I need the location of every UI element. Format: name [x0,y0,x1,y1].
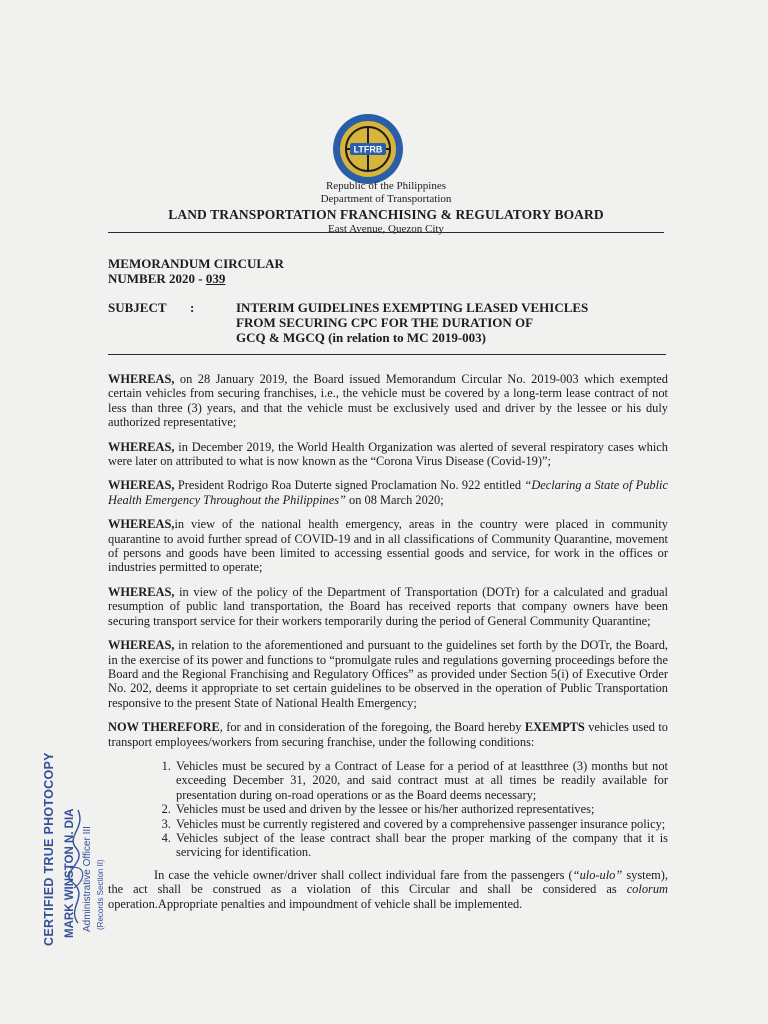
whereas-paragraph-2: WHEREAS, in December 2019, the World Health Organization was alerted of several respiratory cases which were later on attributed to what is now known as the “Corona Virus Disease (Covid-19)”; [108,439,668,469]
whereas-paragraph-6: WHEREAS, in relation to the aforementioned and pursuant to the guidelines set forth by the DOTr, the Board, in the exercise of its power and functions to “promulgate rules and regulations governing proceedings before the Board and the Regional Franchising and Regulatory Offices” as provided under Section 5(i) of Executive Order No. 202, deems it appropriate to set certain guidelines to be observed in the operation of Public Transportation responsive to the present State of National Health Emergency; [108,638,668,710]
certifier-office: (Records Section II) [96,859,105,930]
whereas-paragraph-1: WHEREAS, on 28 January 2019, the Board issued Memorandum Circular No. 2019-003 which exempted certain vehicles from securing franchises, i.e., the vehicle must be covered by a long-term lease contract of not less than three (3) years, and that the vehicle must be exclusively used and driver by the lessee or his duly authorized representative; [108,372,668,430]
whereas-paragraph-3: WHEREAS, President Rodrigo Roa Duterte signed Proclamation No. 922 entitled “Declaring a State of Public Health Emergency Throughout the Philippines” on 08 March 2020; [108,478,668,507]
subject-text: INTERIM GUIDELINES EXEMPTING LEASED VEHICLES FROM SECURING CPC FOR THE DURATION OF GCQ & MGCQ (in relation to MC 2019-003) [236,300,589,345]
memo-number: NUMBER 2020 - 039 [108,271,226,286]
memo-body [108,372,668,921]
letterhead [108,180,664,236]
republic-line: Republic of the Philippines [325,180,447,192]
certified-text: CERTIFIED TRUE PHOTOCOPY [42,752,56,946]
condition-item-4: 4. Vehicles subject of the lease contract shall bear the proper marking of the company that it is servicing for identification. [174,831,668,860]
condition-item-3: 3. Vehicles must be currently registered and covered by a comprehensive passenger insurance policy; [174,817,668,831]
now-therefore-paragraph: NOW THEREFORE, for and in consideration of the foregoing, the Board hereby EXEMPTS vehicles used to transport employees/workers from securing franchise, under the following conditions: [108,720,668,749]
subject-colon: : [190,300,195,315]
subject-label: SUBJECT [108,300,167,315]
board-name: LAND TRANSPORTATION FRANCHISING & REGULATORY BOARD [168,207,604,222]
memo-title: MEMORANDUM CIRCULAR [108,256,284,271]
condition-item-2: 2. Vehicles must be used and driven by the lessee or his/her authorized representatives; [174,802,668,816]
department-line: Department of Transportation [320,193,452,205]
closing-paragraph: In case the vehicle owner/driver shall collect individual fare from the passengers (“ulo-ulo” system), the act shall be construed as a violation of this Circular and shall be considered as colorum operation.Appropriate penalties and impoundment of vehicle shall be implemented. [108,867,668,911]
certifier-position: Administrative Officer III [82,826,93,932]
subject-divider [108,354,666,355]
whereas-paragraph-5: WHEREAS, in view of the policy of the Department of Transportation (DOTr) for a calculated and gradual resumption of public land transportation, the Board has received reports that company owners have been securing transport service for their workers temporarily during the period of General Community Quarantine; [108,584,668,628]
certified-true-copy-stamp [34,752,124,953]
seal-text: LTFRB [353,144,383,155]
whereas-paragraph-4: WHEREAS,in view of the national health emergency, areas in the country were placed in community quarantine to avoid further spread of COVID-19 and in all classifications of Community Quarantine, movement of persons and goods have been limited to accessing essential goods and service, for work in the offices or industries permitted to operate; [108,517,668,575]
memo-heading [108,256,284,286]
memo-number-value: 039 [205,271,226,286]
condition-item-1: 1. Vehicles must be secured by a Contract of Lease for a period of at leastthree (3) months but not exceeding December 31, 2020, and said contract must at all times be readily available for presentation during on-road operations or as the Board deems necessary; [174,759,668,802]
certifier-name: MARK WINSTON N. DIA [64,808,76,938]
conditions-list [108,759,668,860]
ltfrb-seal-icon [331,112,405,186]
header-divider [108,232,664,233]
address-line: East Avenue, Quezon City [328,223,444,235]
